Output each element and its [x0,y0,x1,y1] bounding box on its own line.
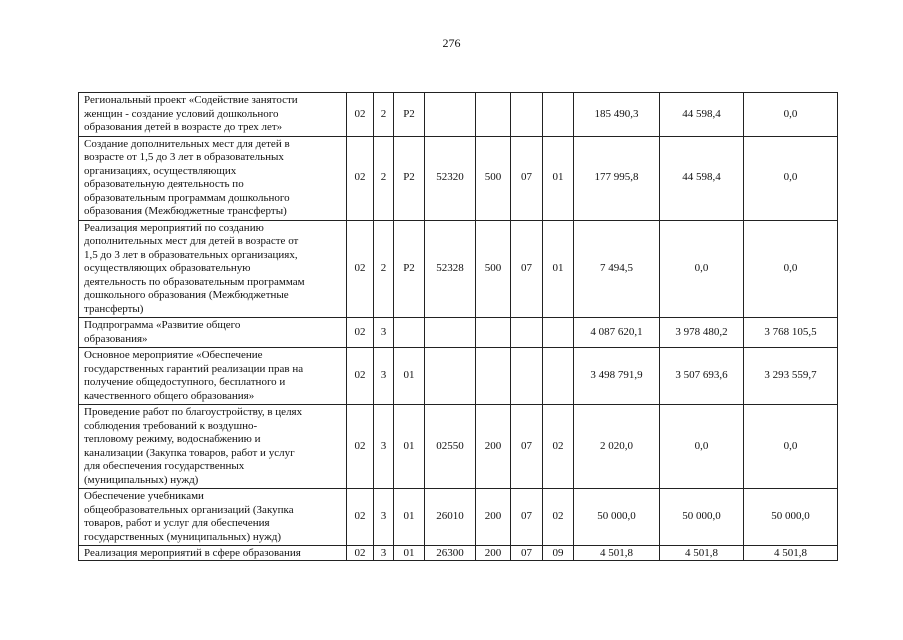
expense-type-code: 200 [476,405,511,489]
subsection-code [543,318,574,348]
om-code: 01 [394,489,425,546]
pp-code: 3 [374,405,394,489]
section-code: 07 [511,220,543,318]
row-name: Основное мероприятие «Обеспечение государственных гарантий реализации прав на получение общедоступного, бесплатного и качественного общего образования» [79,348,347,405]
table-row [79,546,838,561]
subsection-code: 02 [543,405,574,489]
amount-year-3: 0,0 [744,405,838,489]
subsection-code [543,348,574,405]
row-name: Региональный проект «Содействие занятости женщин - создание условий дошкольного образования детей в возрасте до трех лет» [79,93,347,137]
amount-year-1: 4 501,8 [574,546,660,561]
direction-code: 02550 [425,405,476,489]
pp-code: 3 [374,546,394,561]
amount-year-1: 2 020,0 [574,405,660,489]
expense-type-code: 200 [476,546,511,561]
om-code: 01 [394,348,425,405]
section-code: 07 [511,546,543,561]
om-code: 01 [394,405,425,489]
gp-code: 02 [347,546,374,561]
amount-year-2: 0,0 [660,405,744,489]
amount-year-2: 3 978 480,2 [660,318,744,348]
table-row [79,489,838,546]
section-code: 07 [511,136,543,220]
gp-code: 02 [347,405,374,489]
amount-year-3: 50 000,0 [744,489,838,546]
budget-table [78,92,838,561]
pp-code: 2 [374,93,394,137]
subsection-code: 09 [543,546,574,561]
page-number: 276 [442,36,461,50]
pp-code: 3 [374,348,394,405]
direction-code [425,348,476,405]
om-code [394,318,425,348]
row-name: Реализация мероприятий по созданию дополнительных мест для детей в возрасте от 1,5 до 3 лет в образовательных организациях, осуществляющих образовательную деятельность по образовательным программам дошкольного образования (Межбюджетные трансферты) [79,220,347,318]
row-name: Обеспечение учебниками общеобразовательных организаций (Закупка товаров, работ и услуг для обеспечения государственных (муниципальных) нужд) [79,489,347,546]
table-row [79,136,838,220]
expense-type-code: 500 [476,220,511,318]
amount-year-2: 44 598,4 [660,93,744,137]
expense-type-code [476,348,511,405]
amount-year-3: 0,0 [744,220,838,318]
section-code [511,348,543,405]
amount-year-2: 0,0 [660,220,744,318]
section-code: 07 [511,489,543,546]
gp-code: 02 [347,318,374,348]
subsection-code: 01 [543,136,574,220]
expense-type-code [476,93,511,137]
amount-year-1: 4 087 620,1 [574,318,660,348]
table-row [79,93,838,137]
amount-year-2: 44 598,4 [660,136,744,220]
amount-year-1: 185 490,3 [574,93,660,137]
gp-code: 02 [347,220,374,318]
subsection-code [543,93,574,137]
amount-year-3: 0,0 [744,93,838,137]
pp-code: 2 [374,136,394,220]
row-name: Создание дополнительных мест для детей в возрасте от 1,5 до 3 лет в образовательных организациях, осуществляющих образовательную деятельность по образовательным программам дошкольного образования (Межбюджетные трансферты) [79,136,347,220]
expense-type-code: 500 [476,136,511,220]
direction-code [425,318,476,348]
table-row [79,318,838,348]
amount-year-3: 0,0 [744,136,838,220]
amount-year-3: 3 293 559,7 [744,348,838,405]
gp-code: 02 [347,489,374,546]
section-code [511,318,543,348]
direction-code: 26010 [425,489,476,546]
pp-code: 3 [374,489,394,546]
expense-type-code [476,318,511,348]
amount-year-2: 50 000,0 [660,489,744,546]
amount-year-1: 50 000,0 [574,489,660,546]
direction-code: 52320 [425,136,476,220]
om-code: Р2 [394,93,425,137]
expense-type-code: 200 [476,489,511,546]
direction-code: 26300 [425,546,476,561]
amount-year-2: 4 501,8 [660,546,744,561]
amount-year-3: 3 768 105,5 [744,318,838,348]
gp-code: 02 [347,136,374,220]
row-name: Проведение работ по благоустройству, в целях соблюдения требований к воздушно- тепловому режиму, водоснабжению и канализации (Закупка товаров, работ и услуг для обеспечения государственных (муниципальных) нужд) [79,405,347,489]
subsection-code: 01 [543,220,574,318]
subsection-code: 02 [543,489,574,546]
direction-code [425,93,476,137]
direction-code: 52328 [425,220,476,318]
gp-code: 02 [347,93,374,137]
om-code: Р2 [394,220,425,318]
om-code: 01 [394,546,425,561]
pp-code: 3 [374,318,394,348]
amount-year-1: 7 494,5 [574,220,660,318]
section-code: 07 [511,405,543,489]
row-name: Реализация мероприятий в сфере образования [79,546,347,561]
table-row [79,405,838,489]
row-name: Подпрограмма «Развитие общего образования» [79,318,347,348]
section-code [511,93,543,137]
amount-year-3: 4 501,8 [744,546,838,561]
table-row [79,348,838,405]
pp-code: 2 [374,220,394,318]
table-row [79,220,838,318]
om-code: Р2 [394,136,425,220]
amount-year-1: 177 995,8 [574,136,660,220]
gp-code: 02 [347,348,374,405]
amount-year-2: 3 507 693,6 [660,348,744,405]
amount-year-1: 3 498 791,9 [574,348,660,405]
